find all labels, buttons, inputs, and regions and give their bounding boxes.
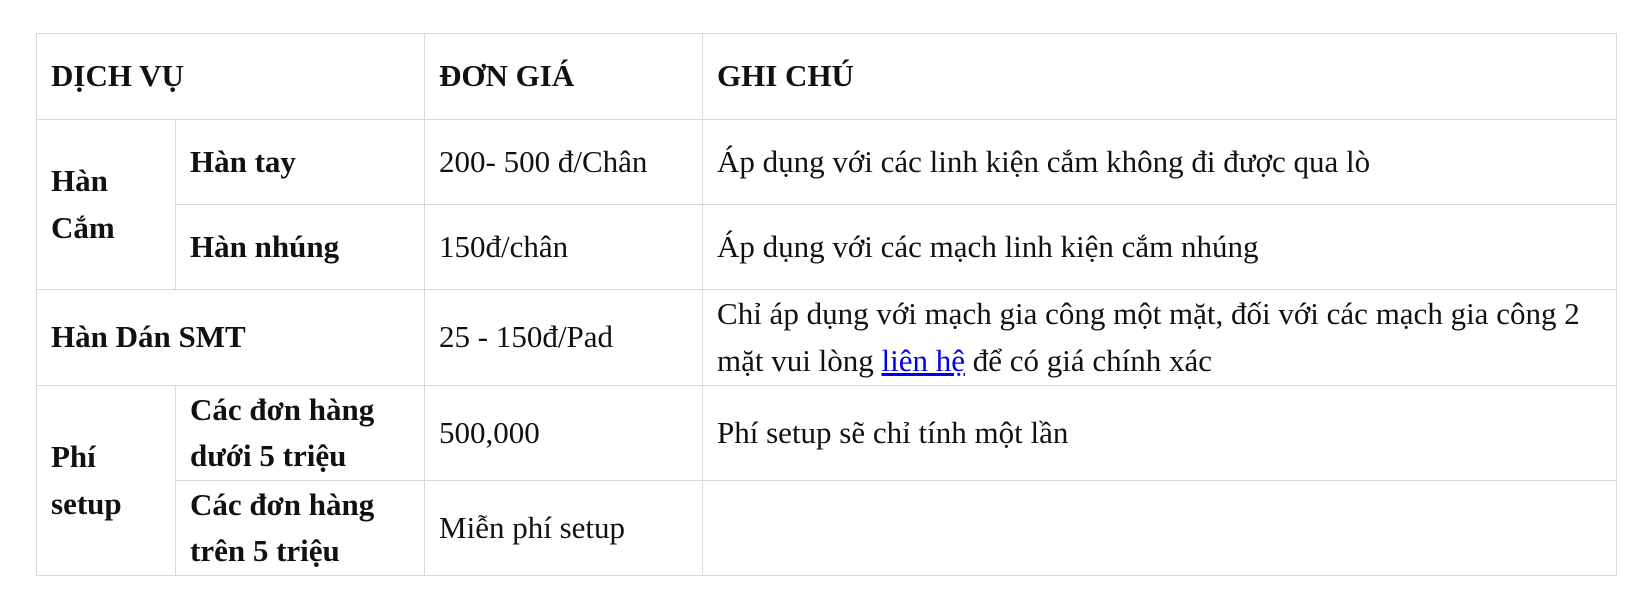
note-text-before: Chỉ áp dụng với mạch gia công một mặt, đối với các mạch gia công 2 mặt vui lòng bbox=[717, 296, 1580, 378]
service-name: Hàn tay bbox=[176, 120, 425, 205]
service-note: Áp dụng với các mạch linh kiện cắm nhúng bbox=[703, 205, 1617, 290]
service-price: Miễn phí setup bbox=[425, 481, 703, 576]
group-han-cam: Hàn Cắm bbox=[37, 120, 176, 290]
table-row bbox=[37, 120, 1617, 205]
service-name-smt: Hàn Dán SMT bbox=[37, 290, 425, 386]
table-row bbox=[37, 481, 1617, 576]
group-setup-fee: Phí setup bbox=[37, 386, 176, 576]
service-price: 150đ/chân bbox=[425, 205, 703, 290]
contact-link[interactable]: liên hệ bbox=[881, 342, 965, 378]
service-name: Các đơn hàng dưới 5 triệu bbox=[176, 386, 425, 481]
service-price: 25 - 150đ/Pad bbox=[425, 290, 703, 386]
service-note: Phí setup sẽ chỉ tính một lần bbox=[703, 386, 1617, 481]
service-note: Áp dụng với các linh kiện cắm không đi được qua lò bbox=[703, 120, 1617, 205]
note-text-after: để có giá chính xác bbox=[964, 342, 1213, 378]
service-name: Hàn nhúng bbox=[176, 205, 425, 290]
table-header-row bbox=[37, 34, 1617, 120]
service-price-table bbox=[36, 33, 1617, 576]
header-price: ĐƠN GIÁ bbox=[425, 34, 703, 120]
table-row bbox=[37, 386, 1617, 481]
header-note: GHI CHÚ bbox=[703, 34, 1617, 120]
service-name: Các đơn hàng trên 5 triệu bbox=[176, 481, 425, 576]
service-price: 500,000 bbox=[425, 386, 703, 481]
header-service: DỊCH VỤ bbox=[37, 34, 425, 120]
table-row bbox=[37, 205, 1617, 290]
service-note bbox=[703, 481, 1617, 576]
table-row bbox=[37, 290, 1617, 386]
service-note-smt bbox=[703, 290, 1617, 386]
service-price: 200- 500 đ/Chân bbox=[425, 120, 703, 205]
